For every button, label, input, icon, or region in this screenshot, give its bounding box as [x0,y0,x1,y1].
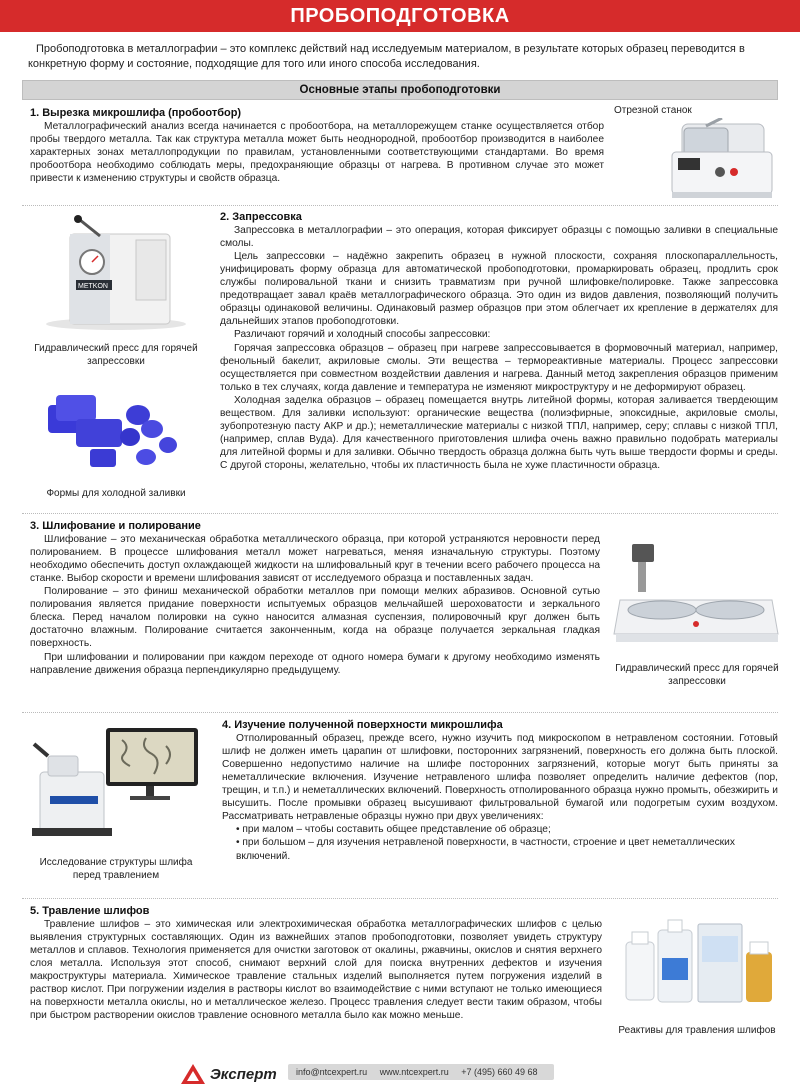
reagents-figure [612,912,782,1052]
section-2-p3: Различают горячий и холодный способы запрессовки: [234,329,491,341]
footer-website[interactable]: www.ntcexpert.ru [379,1067,449,1077]
press-brand-label: METKON [78,283,108,290]
section-3-p1: Шлифование – это механическая обработка металлического образца, при которой устраняются неровности перед полированием. В процессе шлифования металл может нагреваться, меняя изначальную структуры. Поэтому необходимо обеспечить доступ охлаждающей жидкости на шлифовальный круг в течении всего рабочего процесса на станке. Выбор скорости и времени шлифования зависят от исследуемого образца и поставленных задач. [30,534,600,585]
section-1 [30,106,604,185]
grinding-polishing-machine-image [612,540,782,650]
intro-text: Пробоподготовка в металлографии – это комплекс действий над исследуемым материалом, в результате которых образец переводится в конкретную форму и состояние, подходящие для того или иного способа исследования. [28,43,745,70]
microscope-figure [26,720,206,890]
separator [22,712,778,713]
section-2-p4: Горячая запрессовка образцов – образец при нагреве запрессовывается в формовочный материал, например, фенольный бакелит, акриловые смолы. Эти вещества – термореактивные материалы. Процесс запрессовки осуществляется при совместном воздействии давления и нагрева. Данный метод закрепления образцов применим только в тех случаях, когда давление и температура не изменяют микроструктуру и не деформируют образец. [220,342,778,393]
section-2-p2: Цель запрессовки – надёжно закрепить образец в нужной плоскости, сохраняя плоскопараллельность, унифицировать форму образца для автоматической пробоподготовки, промаркировать образец, продлить срок службы полировальной ткани и снизить травматизм при ручной шлифовке/полировке. Также запрессовка предотвращает завал краёв металлографического образца. Это один из видов давления, позволяющий получить образцы одинаковой величины. Одинаковый размер образцов при этом облегчает их крепление в держателях для дальнейших этапов пробоподготовки. [220,251,778,328]
company-logo-icon [180,1063,206,1085]
section-3-p3: При шлифовании и полировании при каждом переходе от одного номера бумаги к другому необходимо изменять направление движения образца перпендикулярно предыдущему. [30,651,600,676]
section-2-title: 2. Запрессовка [220,211,302,223]
cutting-machine-figure [610,104,780,204]
microscope-caption: Исследование структуры шлифа перед травлением [39,857,193,882]
magnification-list [222,823,778,862]
separator [22,205,778,206]
list-item: • при малом – чтобы составить общее представление об образце; [236,823,778,836]
section-5 [30,904,602,1022]
footer-phone: +7 (495) 660 49 68 [461,1067,538,1077]
molds-caption: Формы для холодной заливки [46,488,186,500]
footer-contacts [288,1064,554,1080]
section-5-text: Травление шлифов – это химическая или электрохимическая обработка металлографических шлифов с целью выявления структурных составляющих. Один из важнейших этапов пробоподготовки, позволяет увидеть структуру металлов и сплавов. Технология применяется для очистки заготовок от окалины, ржавчины, окислов и снятия верхнего слоя металла. Используя этот способ, снимают верхний слой для поиска внутренних дефектов и изучения макроструктуры материала. Химическое травление стальных изделий выполняется путем погружения изделий в раствор кислот. При погружении изделия в растворы кислот во взаимодействие с ними вступают не только имеющиеся на поверхности металла окислы, но и металлическое железо. Процесс травления следует вести таким образом, чтобы при быстром растворении окислов травление основного металла было как можно меньше. [30,919,602,1022]
cold-mounting-molds-image [26,385,206,475]
reagents-caption: Реактивы для травления шлифов [618,1025,776,1037]
section-2 [220,210,778,472]
section-4-title: 4. Изучение полученной поверхности микрошлифа [222,719,503,731]
molds-figure [26,385,206,505]
section-4 [222,718,778,863]
etching-reagents-image [612,912,782,1008]
section-5-title: 5. Травление шлифов [30,905,150,917]
hydraulic-press-caption: Гидравлический пресс для горячей запрессовки [34,343,198,368]
section-3 [30,519,600,677]
section-2-p1: Запрессовка в металлографии – это операция, которая фиксирует образцы с помощью заливки в специальные смолы. [220,225,778,250]
footer [0,1060,800,1088]
section-1-text: Металлографический анализ всегда начинается с пробоотбора, на металлорежущем станке осуществляется отбор пробы твердого металла. Так как структура металла может быть неоднородной, пробоотбор производится в наиболее характерных зонах металлопродукции по правилам, установленными соответствующими стандартами. Во время пробоотбора необходимо соблюдать меры, предохраняющие образцы от нагрева. В противном случае это может привести к изменению структуры и свойств образца. [30,121,604,185]
section-2-p5: Холодная заделка образцов – образец помещается внутрь литейной формы, которая заливается твердеющим веществом. Для заливки используют: органические вещества (полиэфирные, эпоксидные, акриловые смолы, зубопротезную пасту АКР и др.); неметаллические материалы с низкой ТПЛ, например, серу; сплавы с низкой ТПЛ, (например, сплав Вуда). Для качественного приготовления шлифа очень важно правильно подобрать материалы для литейной формы и для заливки. Обычно твердость образца должна быть чуть выше твердости формы и среды. С другой стороны, желательно, чтобы их пластичность была не хуже пластичности образца. [220,394,778,471]
press-figure [26,212,206,368]
section-4-p1: Отполированный образец, прежде всего, нужно изучить под микроскопом в нетравленом состоянии. Готовый шлиф не должен иметь царапин от шлифовки, посторонних загрязнений, поверхность его должна быть плоской. Совершенно недопустимо наличие на шлифе посторонних загрязнений, которые могут быть приняты за неметаллические включения. Изучение нетравленого шлифа позволяет определить наличие дефектов (пор, трещин, и т.п.) и неметаллических включений. Поверхность отполированного образца нужно промыть, обезжирить и высушить. После промывки образец высушивают фильтровальной бумагой или подогретым сухим воздухом. Рассматривать нетравленые образцы нужно при двух увеличениях: [222,733,778,823]
section-3-p2: Полирование – это финиш механической обработки металлов при помощи мелких абразивов. Основной сутью полирования является придание поверхности испытуемых образцов мельчайшей шероховатости и зеркального блеска. Перед началом полировки на сукно наносится алмазная суспензия, полировочный круг должен быть достаточно влажным. Полирование считается законченным, когда на образце получается зеркальная гладкая поверхность. [30,586,600,650]
separator [22,898,778,899]
section-3-title: 3. Шлифование и полирование [30,520,201,532]
polisher-caption: Гидравлический пресс для горячей запрессовки [615,663,779,688]
footer-email[interactable]: info@ntcexpert.ru [296,1067,368,1077]
polisher-figure [612,540,782,690]
page-title: ПРОБОПОДГОТОВКА [0,0,800,32]
separator [22,513,778,514]
stages-header: Основные этапы пробоподготовки [22,80,778,100]
cutting-machine-image [610,118,780,202]
microscope-image [26,720,206,840]
company-logo-text: Эксперт [210,1066,277,1083]
list-item: • при большом – для изучения нетравленой поверхности, в частности, строение и цвет неметаллических включений. [236,836,778,862]
cutting-machine-caption: Отрезной станок [614,105,692,116]
hydraulic-press-image [26,212,206,332]
section-1-title: 1. Вырезка микрошлифа (пробоотбор) [30,107,242,119]
